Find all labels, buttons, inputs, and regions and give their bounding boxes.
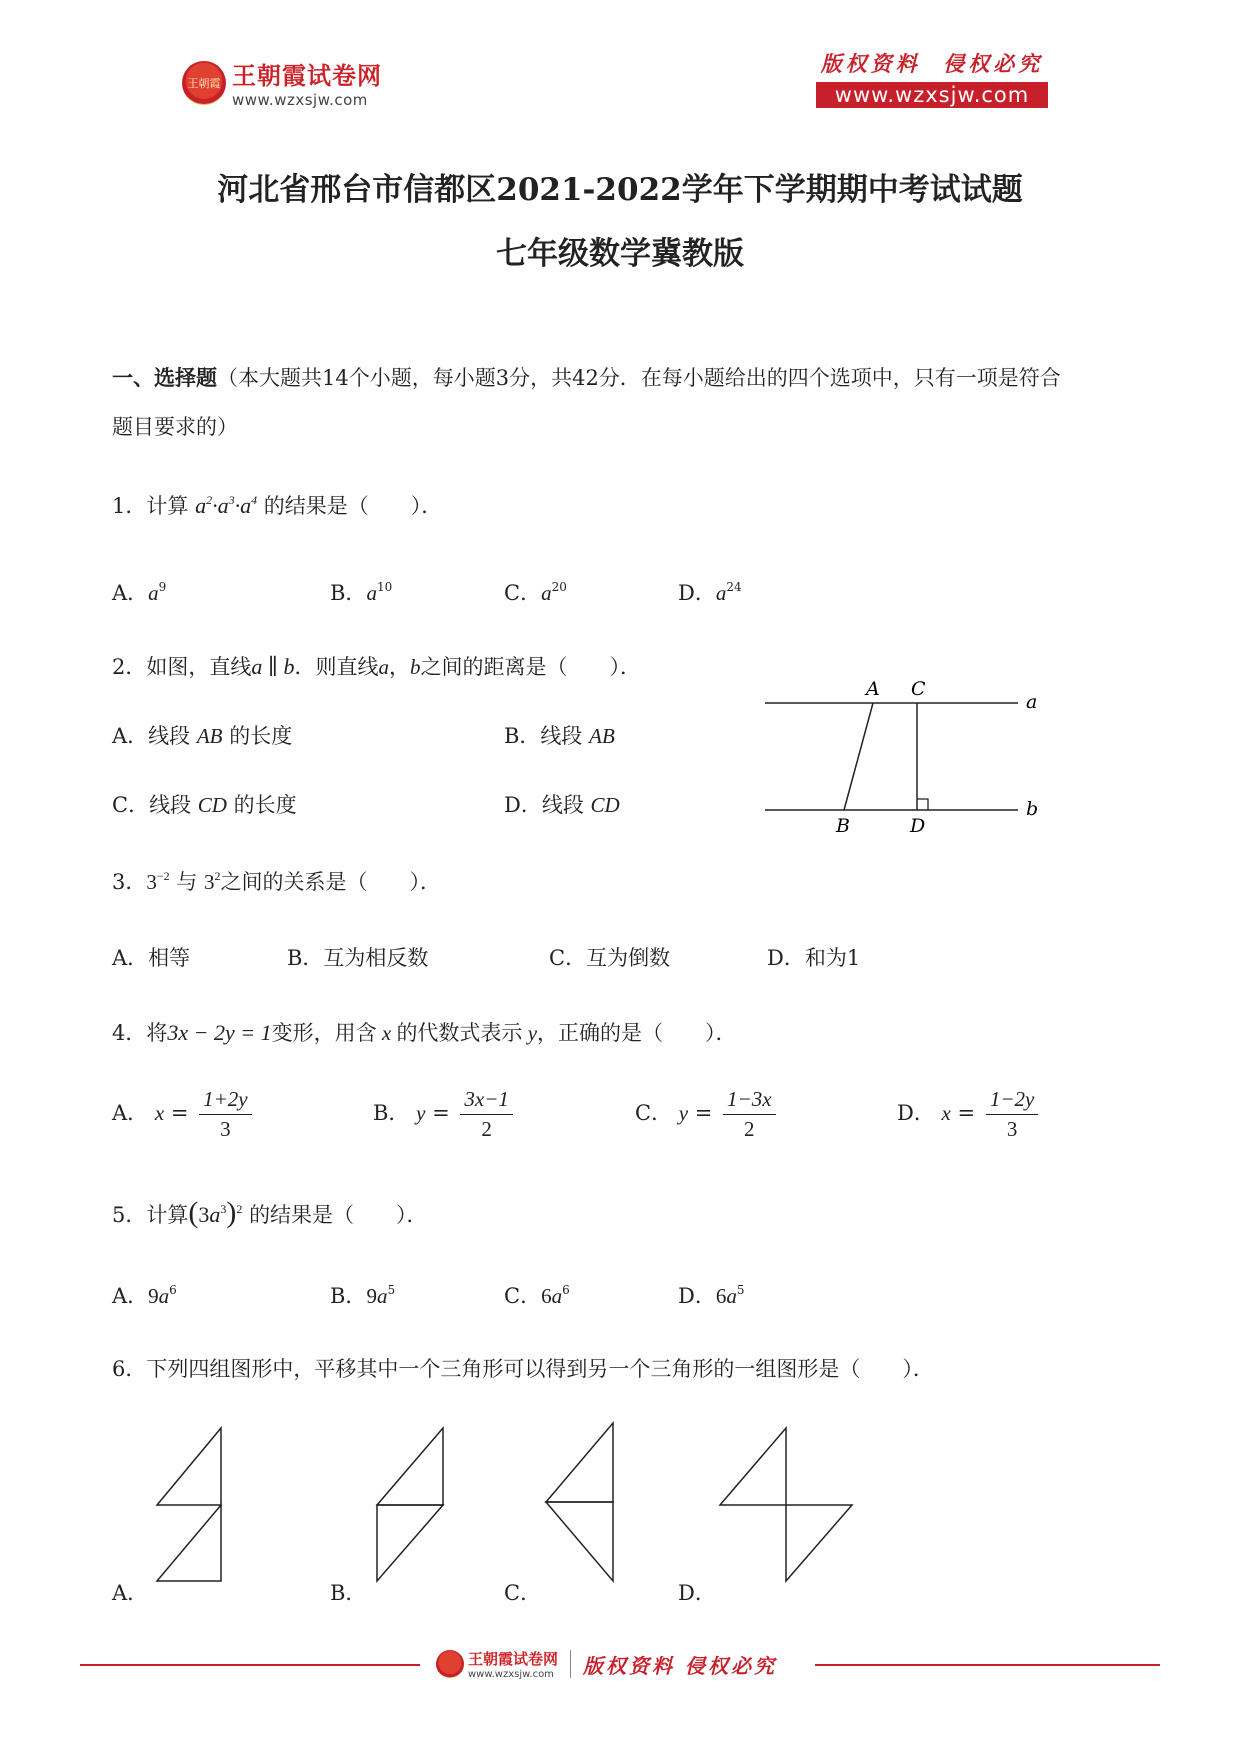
q3-expr-2: $3^2$ bbox=[204, 869, 221, 894]
section-desc-2: 题目要求的） bbox=[112, 415, 238, 439]
option-lhs: y bbox=[416, 1101, 426, 1125]
option-seg: CD bbox=[197, 793, 227, 817]
q1-suffix: 的结果是（ ）． bbox=[263, 494, 443, 518]
emblem-text: 王朝霞 bbox=[187, 76, 221, 90]
footer-brand-name: 王朝霞试卷网 bbox=[468, 1650, 559, 1668]
option-label: D． bbox=[678, 1284, 716, 1308]
footer-brand-url: www.wzxsjw.com bbox=[468, 1669, 554, 1680]
section-title: 一、选择题 bbox=[112, 365, 217, 390]
q1-option-c[interactable] bbox=[504, 577, 567, 607]
emblem-icon bbox=[182, 61, 226, 105]
label-D: D bbox=[910, 815, 926, 837]
option-label: A．线段 bbox=[112, 724, 191, 748]
option-lhs: y bbox=[678, 1101, 689, 1125]
q6-figure-b[interactable] bbox=[377, 1428, 443, 1581]
option-label: A． bbox=[112, 581, 149, 605]
label-C: C bbox=[911, 678, 926, 700]
q4-suffix: ，正确的是（ ）． bbox=[537, 1021, 737, 1045]
q1-prefix: 1．计算 bbox=[112, 494, 189, 518]
page-title: 河北省邢台市信都区2021-2022学年下学期期中考试试题 bbox=[217, 172, 1023, 208]
q6-figure-d[interactable] bbox=[720, 1428, 852, 1581]
q5-option-c[interactable] bbox=[504, 1280, 570, 1310]
footer-copyright: 版权资料 侵权必究 bbox=[583, 1653, 777, 1678]
triangle bbox=[546, 1423, 613, 1502]
triangle bbox=[720, 1428, 786, 1505]
option-base: a bbox=[148, 581, 159, 605]
label-B: B bbox=[836, 815, 850, 837]
q4-option-d[interactable]: D． x = $\frac{1-2y}{3}$ bbox=[897, 1086, 1038, 1143]
q1-option-d[interactable] bbox=[678, 577, 742, 607]
denominator: 3 bbox=[220, 1117, 231, 1141]
numerator: 1+2y bbox=[199, 1086, 252, 1115]
option-label: A． bbox=[112, 1101, 149, 1125]
question-2: 2．如图，直线a ∥ b．则直线a，b之间的距离是（ ）． bbox=[112, 654, 642, 679]
q5-suffix: 的结果是（ ）． bbox=[249, 1203, 428, 1227]
option-base: a bbox=[541, 581, 552, 605]
q5-option-d[interactable] bbox=[678, 1280, 744, 1310]
question-1 bbox=[112, 490, 442, 520]
option-label: C． bbox=[504, 1284, 542, 1308]
option-label: A． bbox=[112, 1284, 149, 1308]
option-var: a bbox=[376, 1284, 388, 1308]
q4-option-c[interactable]: C． y = $\frac{1-3x}{2}$ bbox=[635, 1086, 776, 1143]
url-banner: www.wzxsjw.com bbox=[816, 82, 1048, 108]
option-seg: CD bbox=[590, 793, 620, 817]
option-tail: 的长度 bbox=[233, 793, 297, 817]
label-A: A bbox=[866, 678, 880, 700]
q5-prefix: 5．计算 bbox=[112, 1203, 189, 1227]
q6-figures bbox=[130, 1418, 1030, 1603]
label-a: a bbox=[1026, 691, 1038, 713]
q2-prefix: 2．如图，直线 bbox=[112, 655, 252, 679]
option-label: C． bbox=[504, 581, 542, 605]
q2-lines: a bbox=[378, 655, 390, 679]
q2-parallel-expr: a ∥ b bbox=[251, 654, 295, 679]
q4-prefix: 4．将 bbox=[112, 1021, 168, 1045]
numerator: 1−2y bbox=[986, 1086, 1039, 1115]
q3-prefix: 3． bbox=[112, 870, 147, 894]
fraction bbox=[986, 1086, 1039, 1143]
section-heading bbox=[112, 362, 1061, 392]
option-exp: 9 bbox=[158, 580, 167, 594]
q4-equation: 3x − 2y = 1 bbox=[167, 1020, 272, 1045]
q1-option-b[interactable] bbox=[330, 577, 392, 607]
q2-line-b: b bbox=[410, 655, 421, 679]
option-label: B．线段 bbox=[504, 724, 583, 748]
option-var: a bbox=[726, 1284, 737, 1308]
triangle bbox=[546, 1502, 613, 1581]
q2-figure bbox=[760, 672, 1060, 842]
option-base: a bbox=[366, 581, 377, 605]
q4-var-x: x bbox=[376, 1021, 397, 1045]
q6-option-a[interactable]: A． bbox=[112, 1581, 149, 1605]
q5-option-a[interactable] bbox=[112, 1280, 177, 1310]
q6-option-c[interactable]: C． bbox=[504, 1581, 542, 1605]
option-exp: 6 bbox=[562, 1283, 570, 1297]
q6-option-d[interactable]: D． bbox=[678, 1581, 716, 1605]
option-lhs: x bbox=[154, 1101, 165, 1125]
numerator: 3x−1 bbox=[460, 1086, 513, 1115]
brand-name: 王朝霞试卷网 bbox=[232, 62, 382, 90]
q3-option-a[interactable]: A．相等 bbox=[112, 946, 191, 970]
copyright-text: 版权资料 侵权必究 bbox=[820, 51, 1044, 76]
q4-option-b[interactable]: B． y = $\frac{3x-1}{2}$ bbox=[373, 1086, 513, 1143]
question-4 bbox=[112, 1017, 737, 1047]
segment-ab bbox=[844, 703, 873, 810]
q3-option-b[interactable]: B．互为相反数 bbox=[287, 946, 429, 970]
fraction bbox=[460, 1086, 513, 1143]
option-label: C． bbox=[635, 1101, 673, 1125]
option-coef: 9 bbox=[148, 1284, 159, 1308]
option-coef: 6 bbox=[541, 1284, 552, 1308]
denominator: 2 bbox=[744, 1117, 755, 1141]
label-b: b bbox=[1026, 798, 1039, 820]
header-logo bbox=[182, 56, 382, 109]
triangle bbox=[786, 1505, 852, 1581]
q2-option-c[interactable] bbox=[112, 789, 297, 819]
q3-middle: 与 bbox=[176, 870, 198, 894]
option-label: D．线段 bbox=[504, 793, 584, 817]
q3-expr-1: $3^{-2}$ bbox=[146, 869, 170, 894]
footer-brand bbox=[436, 1648, 777, 1680]
option-label: B． bbox=[373, 1101, 410, 1125]
option-tail: 的长度 bbox=[229, 724, 293, 748]
q4-var-y: y bbox=[522, 1021, 538, 1045]
page-subtitle: 七年级数学冀教版 bbox=[496, 236, 744, 272]
triangle bbox=[157, 1428, 221, 1505]
q1-expression: $a^2\cdot a^3\cdot a^4$ bbox=[195, 493, 258, 518]
option-base: a bbox=[715, 581, 727, 605]
q2-middle: ．则直线 bbox=[294, 655, 379, 679]
triangle bbox=[157, 1505, 221, 1581]
option-lhs: x bbox=[941, 1101, 951, 1125]
q4-option-a[interactable]: A． x = $\frac{1+2y}{3}$ bbox=[112, 1086, 252, 1143]
option-exp: 6 bbox=[169, 1283, 177, 1297]
q2-option-d[interactable] bbox=[504, 789, 620, 819]
option-label: D． bbox=[897, 1101, 935, 1125]
footer-divider bbox=[570, 1650, 571, 1678]
option-seg: AB bbox=[196, 724, 223, 748]
q6-option-b[interactable]: B． bbox=[330, 1581, 367, 1605]
option-exp: 5 bbox=[736, 1283, 745, 1297]
q4-middle: 变形，用含 bbox=[271, 1021, 377, 1045]
fraction bbox=[723, 1086, 776, 1143]
option-label: B． bbox=[330, 581, 367, 605]
fraction bbox=[199, 1086, 252, 1143]
q6-figure-c[interactable] bbox=[546, 1423, 613, 1581]
option-label: D． bbox=[678, 581, 716, 605]
denominator: 3 bbox=[1006, 1117, 1018, 1141]
q3-suffix: 之间的关系是（ ）． bbox=[220, 870, 442, 894]
question-3 bbox=[112, 866, 441, 896]
option-var: a bbox=[551, 1284, 563, 1308]
q1-option-a[interactable] bbox=[112, 577, 166, 607]
footer-rule-left bbox=[80, 1664, 420, 1666]
footer-rule-right bbox=[815, 1664, 1160, 1666]
denominator: 2 bbox=[481, 1117, 492, 1141]
q3-option-c[interactable]: C．互为倒数 bbox=[549, 946, 671, 970]
q6-figure-a[interactable] bbox=[157, 1428, 221, 1581]
option-exp: 20 bbox=[551, 580, 567, 594]
q2-option-b[interactable] bbox=[504, 720, 615, 750]
question-5 bbox=[112, 1196, 428, 1230]
q5-expression: $(3a^3)^2$ bbox=[188, 1196, 243, 1229]
right-angle-mark bbox=[917, 799, 928, 810]
q4-middle2: 的代数式表示 bbox=[396, 1021, 523, 1045]
triangle bbox=[377, 1428, 443, 1505]
q2-suffix: 之间的距离是（ ）． bbox=[420, 655, 642, 679]
option-var: a bbox=[158, 1284, 170, 1308]
footer-emblem-icon bbox=[436, 1650, 464, 1678]
q2-option-a[interactable] bbox=[112, 720, 292, 750]
numerator: 1−3x bbox=[723, 1086, 776, 1115]
q5-option-b[interactable] bbox=[330, 1280, 395, 1310]
option-exp: 24 bbox=[726, 580, 742, 594]
option-label: B． bbox=[330, 1284, 367, 1308]
option-seg: AB bbox=[589, 724, 615, 748]
option-exp: 5 bbox=[387, 1283, 396, 1297]
question-6: 6．下列四组图形中，平移其中一个三角形可以得到另一个三角形的一组图形是（ ）． bbox=[112, 1357, 934, 1381]
brand-url: www.wzxsjw.com bbox=[232, 91, 368, 109]
section-desc-1: （本大题共14个小题，每小题3分，共42分．在每小题给出的四个选项中，只有一项是符合 bbox=[217, 366, 1061, 390]
option-coef: 6 bbox=[715, 1284, 727, 1308]
option-coef: 9 bbox=[366, 1284, 377, 1308]
header-copyright bbox=[816, 48, 1048, 108]
q3-option-d[interactable]: D．和为1 bbox=[767, 946, 861, 970]
option-exp: 10 bbox=[376, 580, 393, 594]
option-label: C．线段 bbox=[112, 793, 192, 817]
triangle bbox=[377, 1505, 443, 1581]
